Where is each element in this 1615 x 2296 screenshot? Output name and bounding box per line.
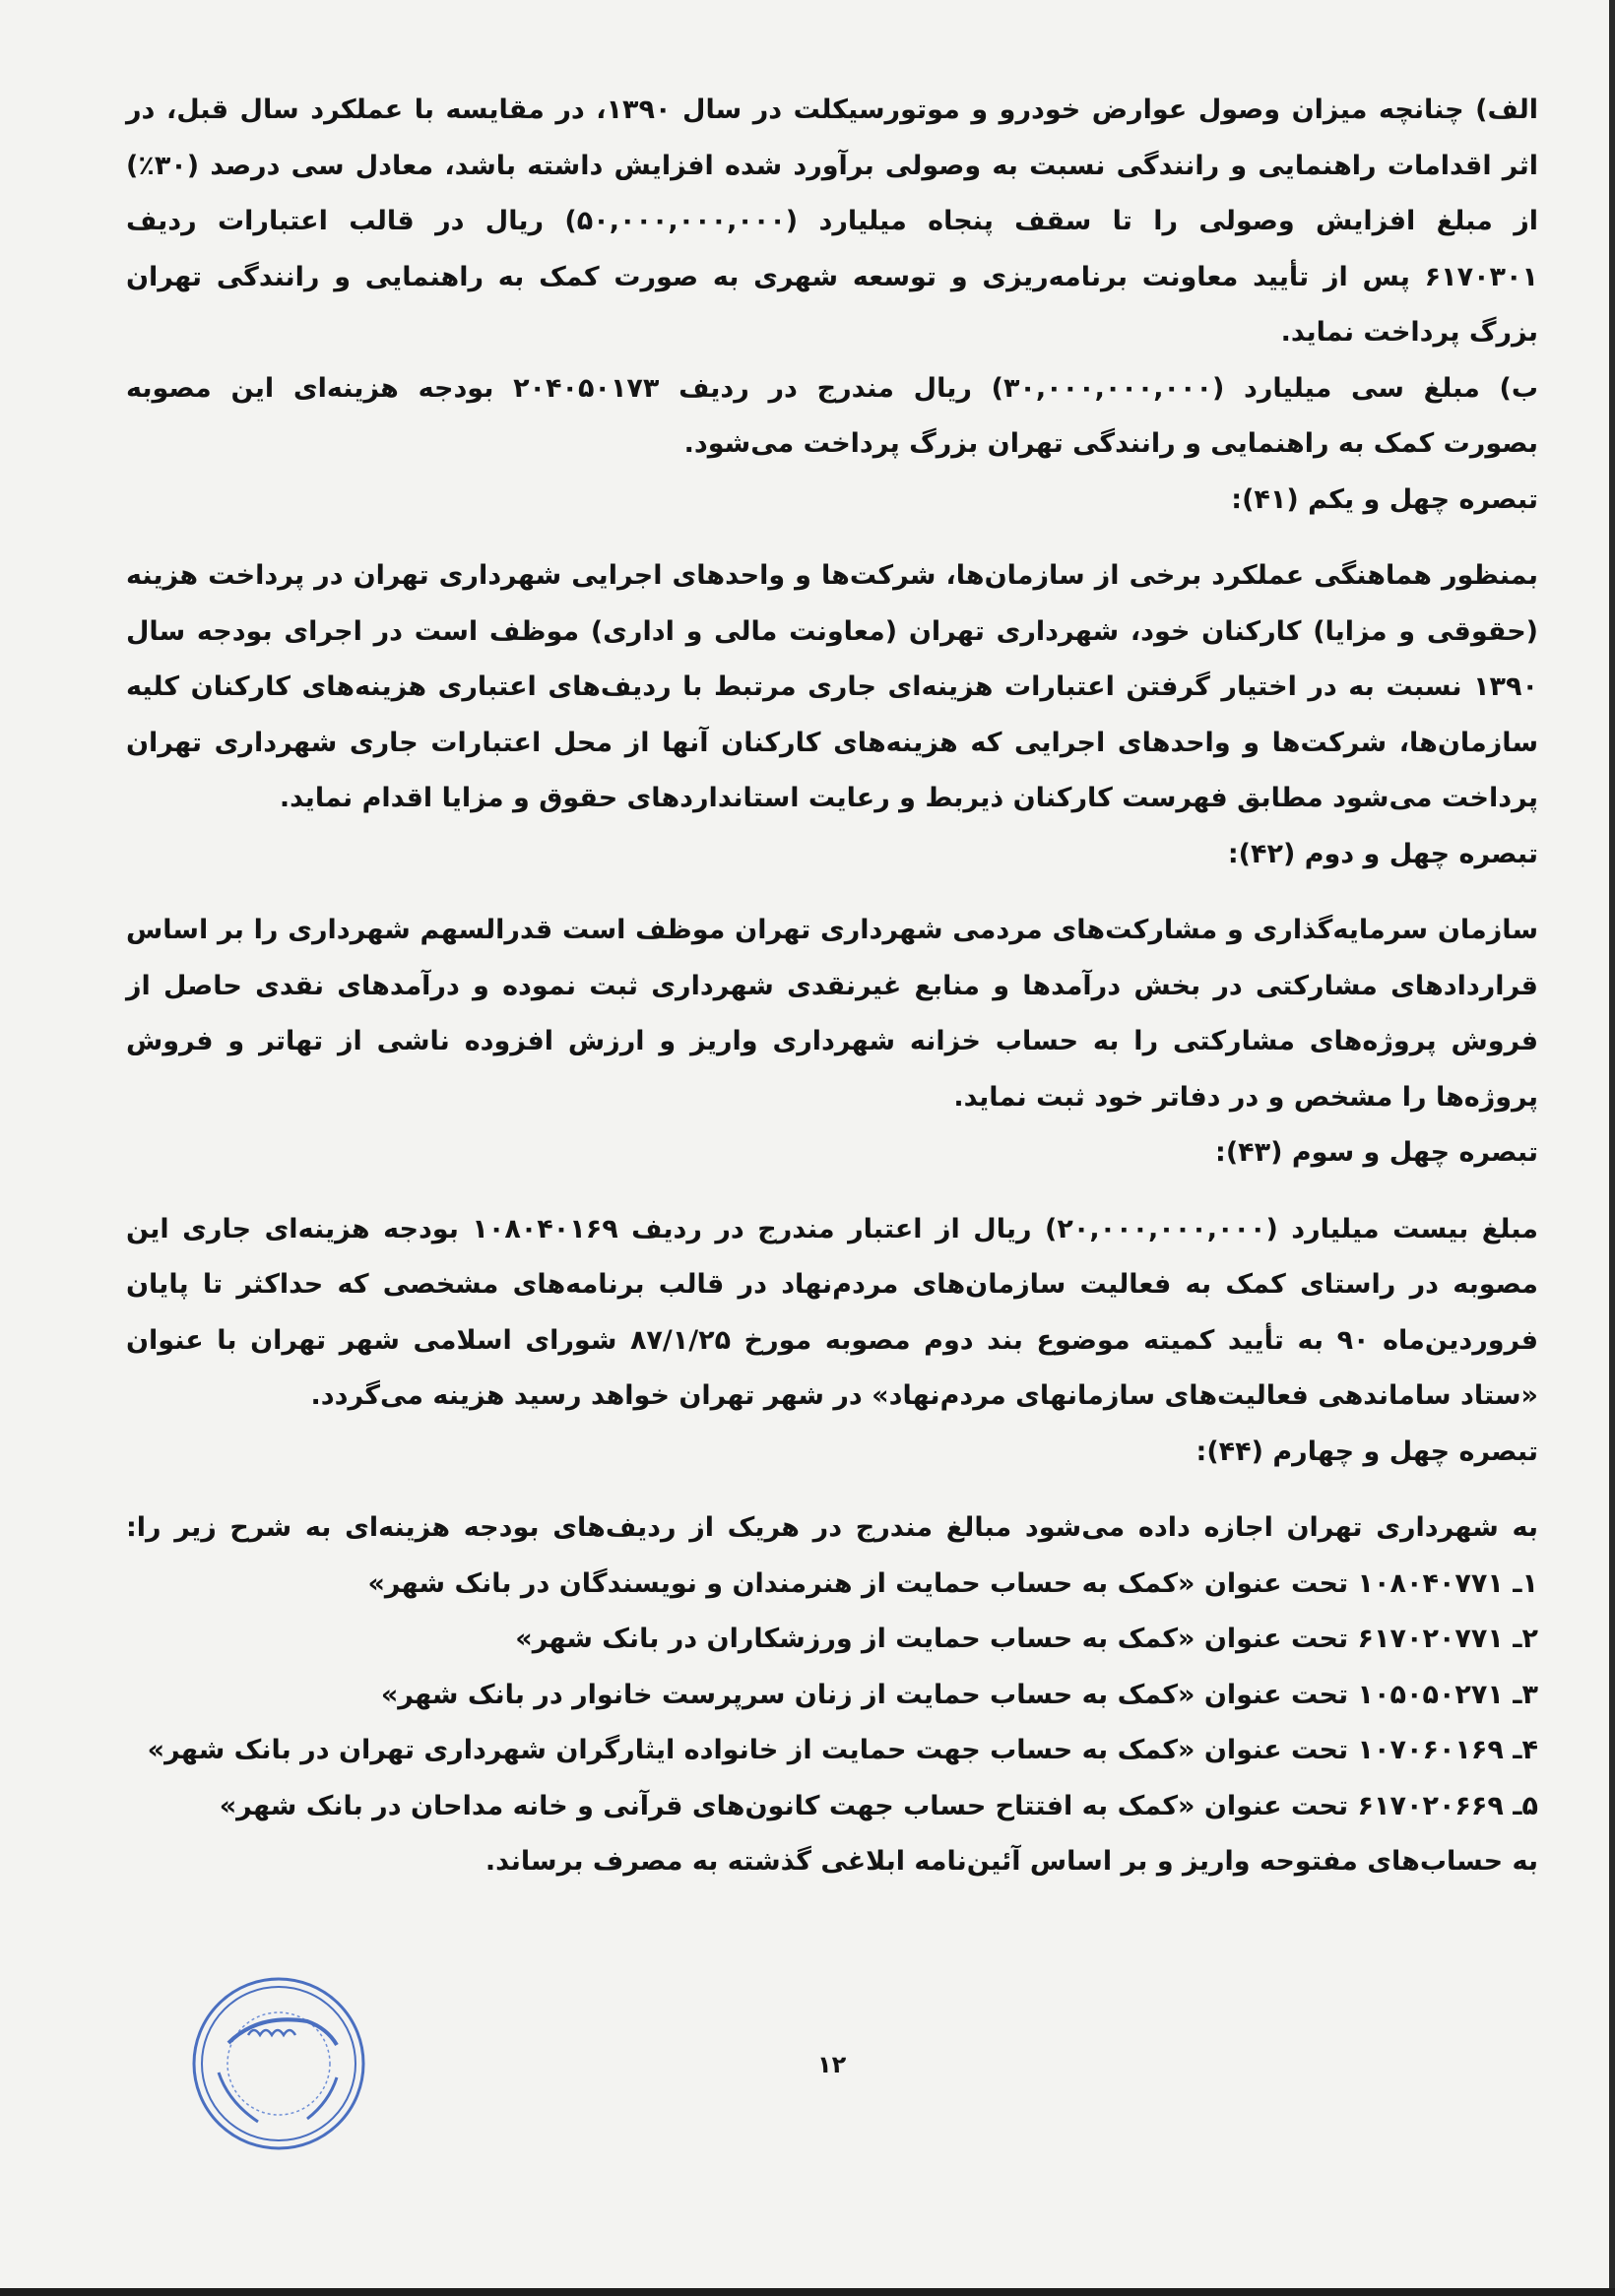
text-line: سازمان‌ها، شرکت‌ها و واحدهای اجرایی که هزینه‌های کارکنان آنها از محل اعتبارات جاری شهرداری تهران: [126, 727, 1538, 758]
text-line: پرداخت می‌شود مطابق فهرست کارکنان ذیربط و رعایت استانداردهای حقوق و مزایا اقدام نماید.: [279, 783, 1538, 813]
list-item: ۵ـ ۶۱۷۰۲۰۶۶۹ تحت عنوان «کمک به افتتاح حساب جهت کانون‌های قرآنی و خانه مداحان در بانک شهر»: [219, 1790, 1538, 1821]
budget-line-list: [126, 1500, 1538, 1890]
text-line: ۱۳۹۰ نسبت به در اختیار گرفتن اعتبارات هزینه‌ای جاری مرتبط با ردیف‌های اعتباری هزینه‌های کارکنان کلیه: [126, 671, 1538, 702]
scan-edge-right: [1609, 0, 1615, 2296]
text-line: ۶۱۷۰۳۰۱ پس از تأیید معاونت برنامه‌ریزی و توسعه شهری به صورت کمک به راهنمایی و رانندگی تهران: [126, 261, 1538, 292]
list-item: ۱ـ ۱۰۸۰۴۰۷۷۱ تحت عنوان «کمک به حساب حمایت از هنرمندان و نویسندگان در بانک شهر»: [367, 1567, 1538, 1599]
paragraph: [126, 1202, 1538, 1425]
text-line: ب) مبلغ سی میلیارد (۳۰,۰۰۰,۰۰۰,۰۰۰) ریال مندرج در ردیف ۲۰۴۰۵۰۱۷۳ بودجه هزینه‌ای این مصوبه: [126, 372, 1538, 404]
text-line: اثر اقدامات راهنمایی و رانندگی نسبت به وصولی برآورد شده افزایش داشته باشد، معادل سی درصد (۳۰٪): [126, 150, 1538, 181]
text-line: (حقوقی و مزایا) کارکنان خود، شهرداری تهران (معاونت مالی و اداری) موظف است در اجرای بودجه سال: [126, 615, 1538, 647]
text-line: مبلغ بیست میلیارد (۲۰,۰۰۰,۰۰۰,۰۰۰) ریال از اعتبار مندرج در ردیف ۱۰۸۰۴۰۱۶۹ بودجه هزینه‌ای جاری این: [126, 1213, 1538, 1244]
list-item: ۴ـ ۱۰۷۰۶۰۱۶۹ تحت عنوان «کمک به حساب جهت حمایت از خانواده ایثارگران شهرداری تهران در بانک شهر»: [147, 1735, 1538, 1765]
text-line: بمنظور هماهنگی عملکرد برخی از سازمان‌ها، شرکت‌ها و واحدهای اجرایی شهرداری تهران در پرداخت هزینه: [126, 560, 1538, 591]
text-line: مصوبه در راستای کمک به فعالیت سازمان‌های مردم‌نهاد در قالب برنامه‌های مشخصی که حداکثر تا پایان: [126, 1269, 1538, 1300]
section-heading: تبصره چهل و یکم (۴۱):: [1231, 483, 1538, 515]
list-item: ۲ـ ۶۱۷۰۲۰۷۷۱ تحت عنوان «کمک به حساب حمایت از ورزشکاران در بانک شهر»: [515, 1624, 1538, 1654]
section-heading: تبصره چهل و دوم (۴۲):: [1227, 838, 1538, 869]
list-item: ۳ـ ۱۰۵۰۵۰۲۷۱ تحت عنوان «کمک به حساب حمایت از زنان سرپرست خانوار در بانک شهر»: [380, 1679, 1538, 1710]
section-heading: تبصره چهل و سوم (۴۳):: [1215, 1137, 1538, 1168]
text-line: به حساب‌های مفتوحه واریز و بر اساس آئین‌نامه ابلاغی گذشته به مصرف برساند.: [484, 1846, 1538, 1877]
council-seal-stamp: [189, 1974, 368, 2153]
paragraph: [126, 903, 1538, 1125]
text-line: فروردین‌ماه ۹۰ به تأیید کمیته موضوع بند دوم مصوبه مورخ ۸۷/۱/۲۵ شورای اسلامی شهر تهران با عنوان: [126, 1324, 1538, 1356]
text-line: به شهرداری تهران اجازه داده می‌شود مبالغ مندرج در هریک از ردیف‌های بودجه هزینه‌ای به شرح زیر را:: [126, 1512, 1538, 1543]
text-line: الف) چنانچه میزان وصول عوارض خودرو و موتورسیکلت در سال ۱۳۹۰، در مقایسه با عملکرد سال قبل، در: [126, 95, 1539, 125]
page-number: ۱۲: [817, 2051, 847, 2078]
text-line: فروش پروژه‌های مشارکتی را به حساب خزانه شهرداری واریز و ارزش افزوده ناشی از تهاتر و فروش: [126, 1026, 1538, 1056]
paragraph: [126, 548, 1538, 827]
text-line: بزرگ پرداخت نماید.: [1280, 317, 1538, 348]
paragraph: [126, 361, 1538, 473]
document-body: [126, 83, 1538, 1890]
text-line: بصورت کمک به راهنمایی و رانندگی تهران بزرگ پرداخت می‌شود.: [683, 428, 1538, 459]
text-line: سازمان سرمایه‌گذاری و مشارکت‌های مردمی شهرداری تهران موظف است قدرالسهم شهرداری را بر اساس: [126, 915, 1538, 945]
text-line: قراردادهای مشارکتی در بخش درآمدها و منابع غیرنقدی شهرداری ثبت نموده و درآمدهای نقدی حاصل از: [126, 970, 1538, 1001]
text-line: پروژه‌ها را مشخص و در دفاتر خود ثبت نماید.: [953, 1081, 1538, 1113]
section-heading: تبصره چهل و چهارم (۴۴):: [1195, 1435, 1538, 1467]
scan-edge-bottom: [0, 2288, 1615, 2296]
paragraph: [126, 83, 1538, 361]
text-line: از مبلغ افزایش وصولی را تا سقف پنجاه میلیارد (۵۰,۰۰۰,۰۰۰,۰۰۰) ریال در قالب اعتبارات ردیف: [126, 206, 1538, 236]
text-line: «ستاد ساماندهی فعالیت‌های سازمانهای مردم‌نهاد» در شهر تهران خواهد رسید هزینه می‌گردد.: [310, 1380, 1538, 1411]
